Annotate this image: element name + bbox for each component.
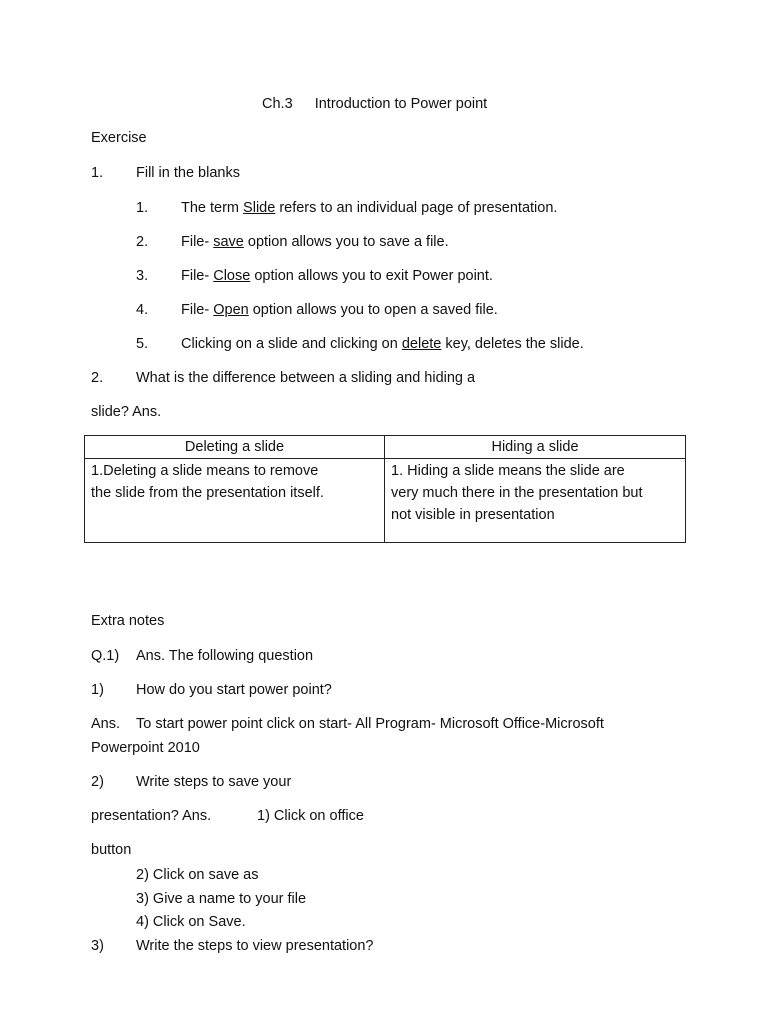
cell-line: not visible in presentation [391,507,555,523]
blank-answer: Open [213,302,249,318]
extra-item-text-continued: presentation? Ans. [91,808,212,824]
item-text: option allows you to exit Power point. [250,268,493,284]
extra-item-number: 2) [91,774,104,790]
extra-item-number: 3) [91,938,104,954]
q1-text: Fill in the blanks [136,165,240,181]
chapter-title: Introduction to Power point [314,96,488,112]
blank-answer: Slide [243,200,276,216]
answer-label: Ans. [91,716,121,732]
blank-answer: Close [213,268,251,284]
q2-text: What is the difference between a sliding and hiding a [136,370,476,386]
item-text: File- [181,268,214,284]
list-item [181,301,498,319]
cell-line: 1.Deleting a slide means to remove [91,463,319,479]
table-cell [385,459,686,543]
list-item-number: 1. [136,200,149,216]
q2-text-continued: slide? Ans. [91,404,162,420]
item-text: File- [181,234,214,250]
list-item [181,233,449,251]
q-text: Ans. The following question [136,648,314,664]
step-text: 2) Click on save as [136,867,259,883]
extra-notes-heading: Extra notes [91,613,165,629]
list-item-number: 4. [136,302,149,318]
q1-number: 1. [91,165,104,181]
table-header: Hiding a slide [385,436,686,459]
item-text: File- [181,302,214,318]
step-text: 4) Click on Save. [136,914,246,930]
step-text-continued: button [91,842,132,858]
extra-item-text: Write the steps to view presentation? [136,938,374,954]
table-cell [85,459,385,543]
step-text: 1) Click on office [257,808,364,824]
extra-item-number: 1) [91,682,104,698]
item-text: option allows you to open a saved file. [248,302,498,318]
list-item-number: 2. [136,234,149,250]
step-text: 3) Give a name to your file [136,891,307,907]
extra-item-text: Write steps to save your [136,774,292,790]
table-header-row [85,436,686,459]
page-title [262,95,487,113]
table-header: Deleting a slide [85,436,385,459]
exercise-heading: Exercise [91,130,147,146]
item-text: key, deletes the slide. [441,336,584,352]
comparison-table [84,435,686,543]
list-item-number: 3. [136,268,149,284]
answer-text: To start power point click on start- All Program- Microsoft Office-Microsoft [136,716,604,732]
item-text: Clicking on a slide and clicking on [181,336,402,352]
list-item [181,267,493,285]
item-text: The term [181,200,244,216]
item-text: option allows you to save a file. [243,234,449,250]
cell-line: 1. Hiding a slide means the slide are [391,463,625,479]
q-label: Q.1) [91,648,120,664]
blank-answer: delete [401,336,442,352]
list-item [181,335,584,353]
item-text: refers to an individual page of presentation. [275,200,558,216]
q2-number: 2. [91,370,104,386]
chapter-number: Ch.3 [262,96,293,112]
answer-text-continued: Powerpoint 2010 [91,740,200,756]
cell-line: very much there in the presentation but [391,485,643,501]
cell-line: the slide from the presentation itself. [91,485,324,501]
blank-answer: save [213,234,244,250]
table-row [85,459,686,543]
list-item [181,199,557,217]
extra-item-text: How do you start power point? [136,682,332,698]
list-item-number: 5. [136,336,149,352]
